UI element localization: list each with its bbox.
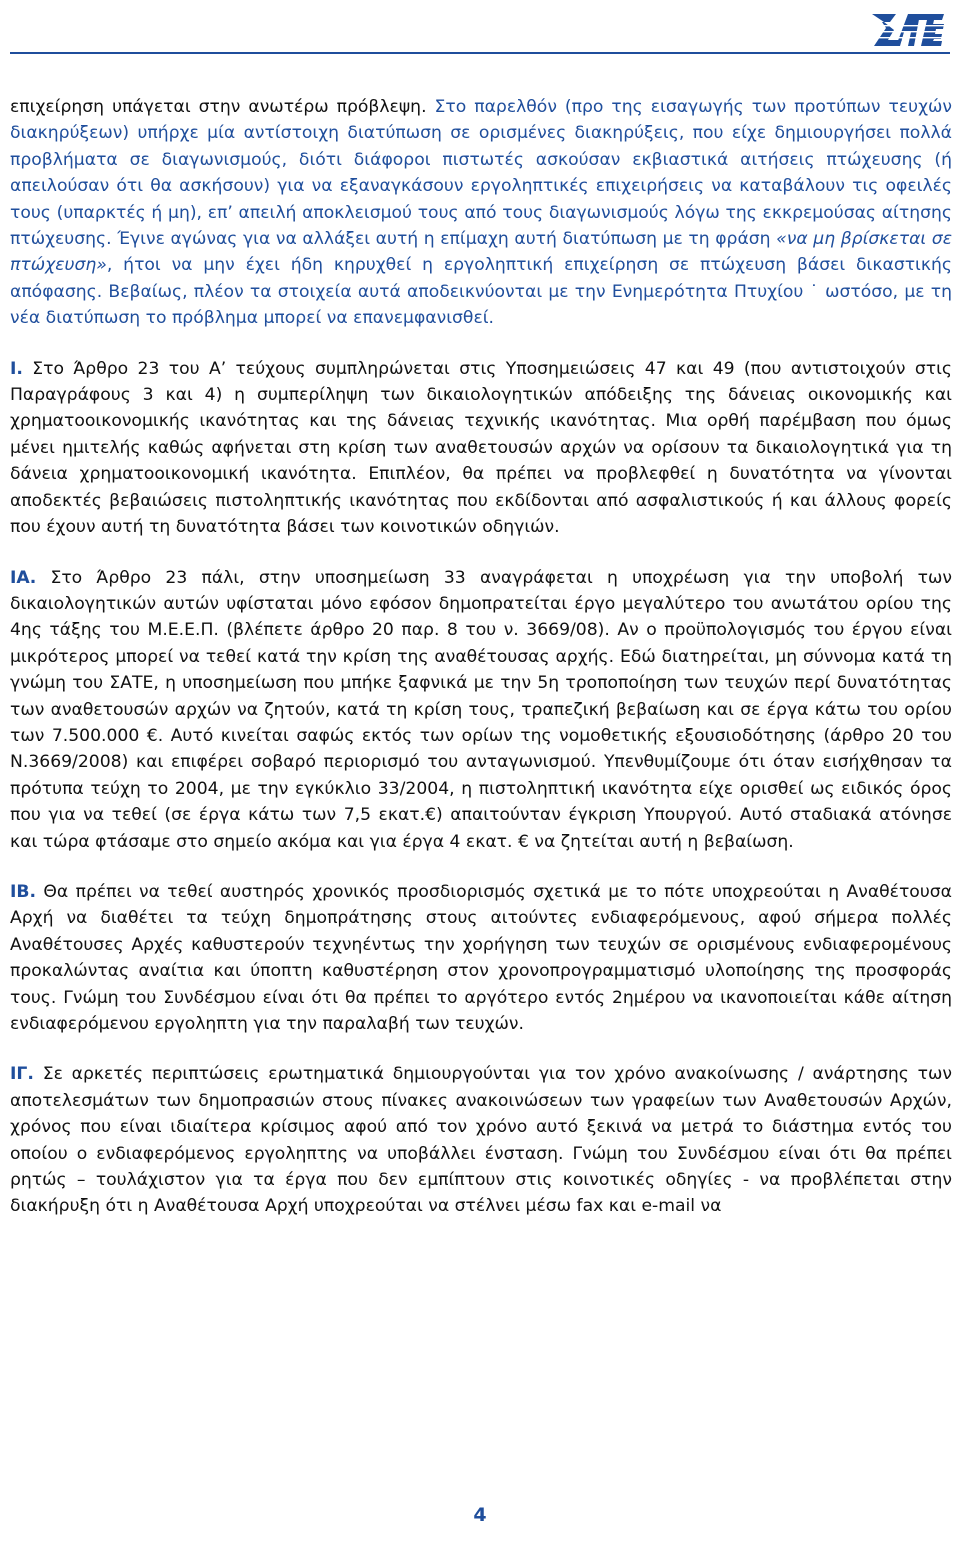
header-rule [10,52,950,54]
text-run: Μια ορθή παρέμβαση που όμως μένει ημιτελής καθώς αφήνεται στη κρίση των αναθετουσών αρχών να ορίσουν τα δικαιολογητικά για τη δάνεια χρηματοοικονομική ικανότητα. [10,411,952,485]
text-run: Θα πρέπει να τεθεί αυστηρός χρονικός προσδιορισμός σχετικά με το πότε υποχρεούται η Αναθέτουσα Αρχή να διαθέτει τα τεύχη δημοπράτησης στους αιτούντες ενδιαφερόμενους, αφού σήμερα πολλές Αναθέτουσες Αρχές καθυστερούν τεχνηέντως την χορήγηση των τευχών σε ορισμένους ενδιαφερομένους προκαλώντας αναίτια και ύποπτη καθυστέρηση στον χρονοπρογραμματισμό υλοποίησης της προσφοράς τους. [10,881,952,1008]
section-label: Ι. [10,358,23,379]
text-run: Γνώμη του Συνδέσμου είναι ότι θα πρέπει το αργότερο εντός 2ημέρου να ικανοποιείται κάθε αίτηση ενδιαφερόμενου εργοληπτη για την παραλαβή των τευχών. [10,987,953,1034]
text-run: Σε αρκετές περιπτώσεις ερωτηματικά δημιουργούνται για τον χρόνο ανακοίνωσης / ανάρτησης των αποτελεσμάτων των δημοπρασιών στους πίνακες ανακοινώσεων των γραφείων των Αναθετουσών Αρχών, χρόνος που είναι ιδιαίτερα κρίσιμος αφού από τον χρόνο αυτό ξεκινά να μετρά το διάστημα εντός του οποίου ο ενδιαφερόμενος εργοληπτης να υποβάλλει ένσταση. [10,1064,952,1164]
sate-logo-icon [868,10,946,50]
text-run: Αυτό σταδιακά ατόνησε και τώρα φτάσαμε στο σημείο ακόμα και για έργα 4 εκατ. € να ζητείται αυτή η βεβαίωση. [10,805,953,852]
text-run: επιχείρηση υπάγεται στην ανωτέρω πρόβλεψη. [10,97,435,117]
paragraph-ib [10,879,952,1037]
text-run-highlight: Στο παρελθόν (προ της εισαγωγής των προτύπων τευχών διακηρύξεων) υπήρχε μία αντίστοιχη διατύπωση σε ορισμένες διακηρύξεις, που είχε δημιουργήσει πολλά προβλήματα σε διαγωνισμούς, διότι διάφοροι πιστωτές ασκούσαν εκβιαστικά αιτήσεις πτώχευσης (ή απειλούσαν ότι θα ασκήσουν) για να εξαναγκάσουν εργοληπτικές επιχειρήσεις να καταβάλουν τις οφειλές τους (υπαρκτές ή μη), επ’ απειλή αποκλεισμού τους από τους διαγωνισμούς λόγω της εκκρεμούσας αίτησης πτώχευσης. [10,97,952,250]
quoted-phrase: «να μη βρίσκεται σε πτώχευση» [10,229,952,276]
text-run: Στο Άρθρο 23 πάλι, στην υποσημείωση 33 αναγράφεται η υποχρέωση για την υποβολή των δικαιολογητικών αυτών υφίσταται μόνο εφόσον δημοπρατείται έργο μεγαλύτερο του ανωτάτου ορίου της 4ης τάξης του Μ.Ε.Ε.Π. (βλέπετε άρθρο 20 παρ. 8 του ν. 3669/08). Αν ο προϋπολογισμός του έργου είναι μικρότερος μπορεί να τεθεί κατά την κρίση της αναθέτουσας αρχής. [10,567,952,667]
document-body [10,94,952,1244]
text-run-highlight: , ήτοι να μην έχει ήδη κηρυχθεί η εργοληπτική επιχείρηση σε πτώχευση βάσει δικαστικής απόφασης. [10,255,952,302]
text-run-highlight: Βεβαίως, πλέον τα στοιχεία αυτά αποδεικνύονται με την Ενημερότητα Πτυχίου ˙ ωστόσο, με τη νέα διατύπωση το πρόβλημα μπορεί να επανεμφανισθεί. [10,281,952,329]
section-label: ΙΓ. [10,1064,34,1085]
text-run: Εδώ διατηρείται, μη σύννομα κατά τη γνώμη του ΣΑΤΕ, η υποσημείωση που μπήκε ξαφνικά με την 5η τροποποίηση των τευχών περί δυνατότητας των αναθετουσών αρχών να ζητούν, κατά τη κρίση τους, τραπεζική βεβαίωση και σε έργα κάτω του ορίου των 7.500.000 €. Αυτό κινείται σαφώς εκτός των ορίων της νομοθετικής εξουσιοδότησης (άρθρο 20 του Ν.3669/2008) και επιφέρει σοβαρό περιορισμό του ανταγωνισμού. [10,646,952,773]
text-run: Στο Άρθρο 23 του Α’ τεύχους συμπληρώνεται στις Υποσημειώσεις 47 και 49 (που αντιστοιχούν στις Παραγράφους 3 και 4) η συμπερίληψη των δικαιολογητικών απόδειξης της δάνειας οικονομικής και χρηματοοικονομικής ικανότητας και της δάνειας τεχνικής ικανότητας. [10,358,952,432]
text-run: Επιπλέον, θα πρέπει να προβλεφθεί η δυνατότητα να γίνονται αποδεκτές βεβαιώσεις πιστοληπτικής ικανότητας που εκδίδονται από ασφαλιστικούς ή και άλλους φορείς που έχουν αυτή τη δυνατότητα βάσει των κοινοτικών οδηγιών. [10,464,952,538]
paragraph-i [10,356,952,541]
section-label: ΙΒ. [10,881,37,902]
paragraph-ig [10,1061,952,1219]
text-run-highlight: Έγινε αγώνας για να αλλάξει αυτή η επίμαχη αυτή διατύπωση με τη φράση [117,229,777,250]
paragraph-ia [10,565,952,855]
paragraph-intro [10,94,952,332]
page-number: 4 [473,1504,487,1526]
section-label: ΙΑ. [10,567,37,588]
text-run: Γνώμη του Συνδέσμου είναι ότι θα πρέπει ρητώς – τουλάχιστον για τα έργα που δεν εμπίπτουν στις κοινοτικές οδηγίες - να προβλέπεται στην διακήρυξη ότι η Αναθέτουσα Αρχή υποχρεούται να στέλνει μέσω fax και e-mail να [10,1143,953,1217]
text-run: Υπενθυμίζουμε ότι όταν εισήχθησαν τα πρότυπα τεύχη το 2004, με την εγκύκλιο 33/2004, η πιστοληπτική ικανότητα είχε ορισθεί ως ειδικός όρος που για να τεθεί (σε έργα κάτω των 7,5 εκατ.€) απαιτούνταν έγκριση Υπουργού. [10,752,952,826]
